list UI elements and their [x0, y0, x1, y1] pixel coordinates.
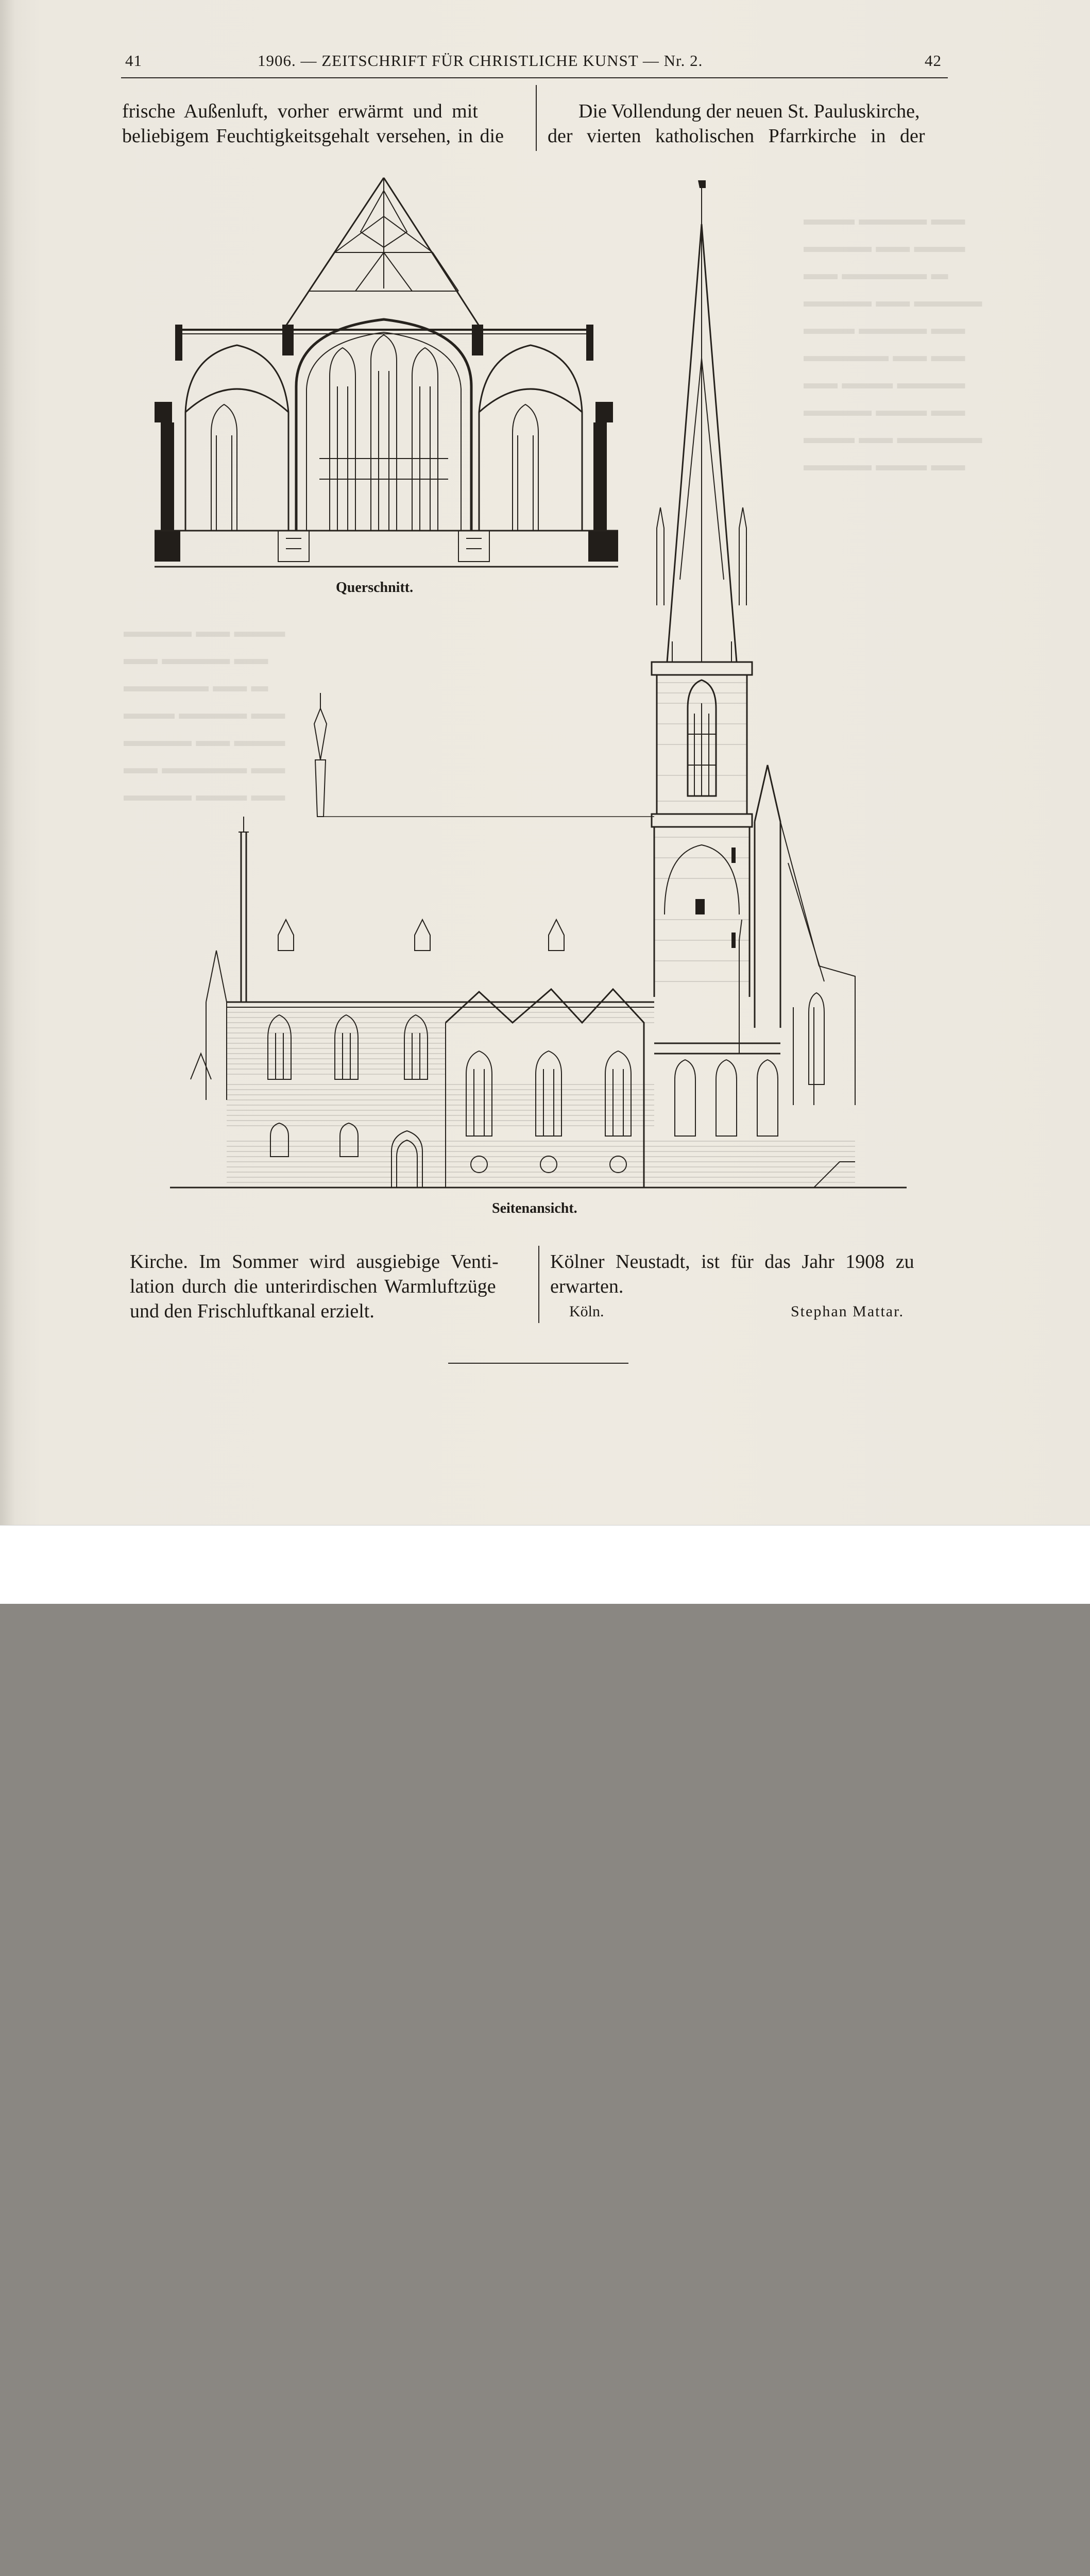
cross-section-caption: Querschnitt.	[336, 580, 414, 596]
text-line: frische Außenluft, vorher erwärmt und mit	[122, 100, 478, 122]
author-signature: Stephan Mattar.	[791, 1303, 904, 1320]
text-line: Kirche. Im Sommer wird ausgiebige Venti-	[130, 1251, 499, 1273]
page-number-left: 41	[125, 52, 142, 70]
header-rule	[121, 77, 948, 78]
column-rule-bottom	[538, 1246, 539, 1323]
top-left-column	[122, 99, 524, 148]
running-title: 1906. — ZEITSCHRIFT FÜR CHRISTLICHE KUNST — Nr. 2.	[258, 52, 703, 70]
column-rule-top	[536, 85, 537, 151]
text-line: lation durch die unterirdischen Warmluftzüge	[130, 1276, 496, 1297]
bottom-right-column	[550, 1249, 949, 1299]
top-right-column	[548, 99, 952, 148]
text-line: und den Frischluftkanal erzielt.	[130, 1300, 374, 1322]
show-through-texture: ▬▬▬▬ ▬▬ ▬▬▬ ▬▬ ▬▬▬▬ ▬▬ ▬▬▬▬▬ ▬▬ ▬ ▬▬▬ ▬▬▬▬ ▬▬ ▬▬▬▬ ▬▬ ▬▬▬ ▬▬ ▬▬▬▬▬ ▬▬ ▬▬▬▬ ▬▬▬ ▬▬	[124, 622, 285, 805]
show-through-texture: ▬▬▬ ▬▬▬▬ ▬▬ ▬▬▬▬ ▬▬ ▬▬▬ ▬▬ ▬▬▬▬▬ ▬ ▬▬▬▬ ▬▬ ▬▬▬▬ ▬▬▬ ▬▬▬▬ ▬▬ ▬▬▬▬▬ ▬▬ ▬▬ ▬▬ ▬▬▬ ▬▬▬▬ ▬▬▬▬ ▬▬▬ ▬▬ ▬▬▬ ▬▬ ▬▬▬▬▬ ▬▬▬▬ ▬▬▬ ▬▬	[804, 210, 982, 474]
page-number-right: 42	[925, 52, 942, 70]
end-rule	[448, 1363, 628, 1364]
text-line: erwarten.	[550, 1276, 624, 1297]
text-line: beliebigem Feuchtigkeitsgehalt versehen, in die	[122, 125, 504, 147]
side-elevation-drawing	[170, 178, 907, 1195]
text-line: der vierten katholischen Pfarrkirche in der	[548, 125, 925, 147]
bottom-left-column	[130, 1249, 526, 1324]
dateline-place: Köln.	[569, 1303, 604, 1320]
text-line: Kölner Neustadt, ist für das Jahr 1908 zu	[550, 1251, 914, 1273]
digitization-footer	[0, 1525, 1090, 1604]
side-elevation-caption: Seitenansicht.	[492, 1200, 577, 1216]
text-line: Die Vollendung der neuen St. Pauluskirche,	[578, 100, 920, 122]
